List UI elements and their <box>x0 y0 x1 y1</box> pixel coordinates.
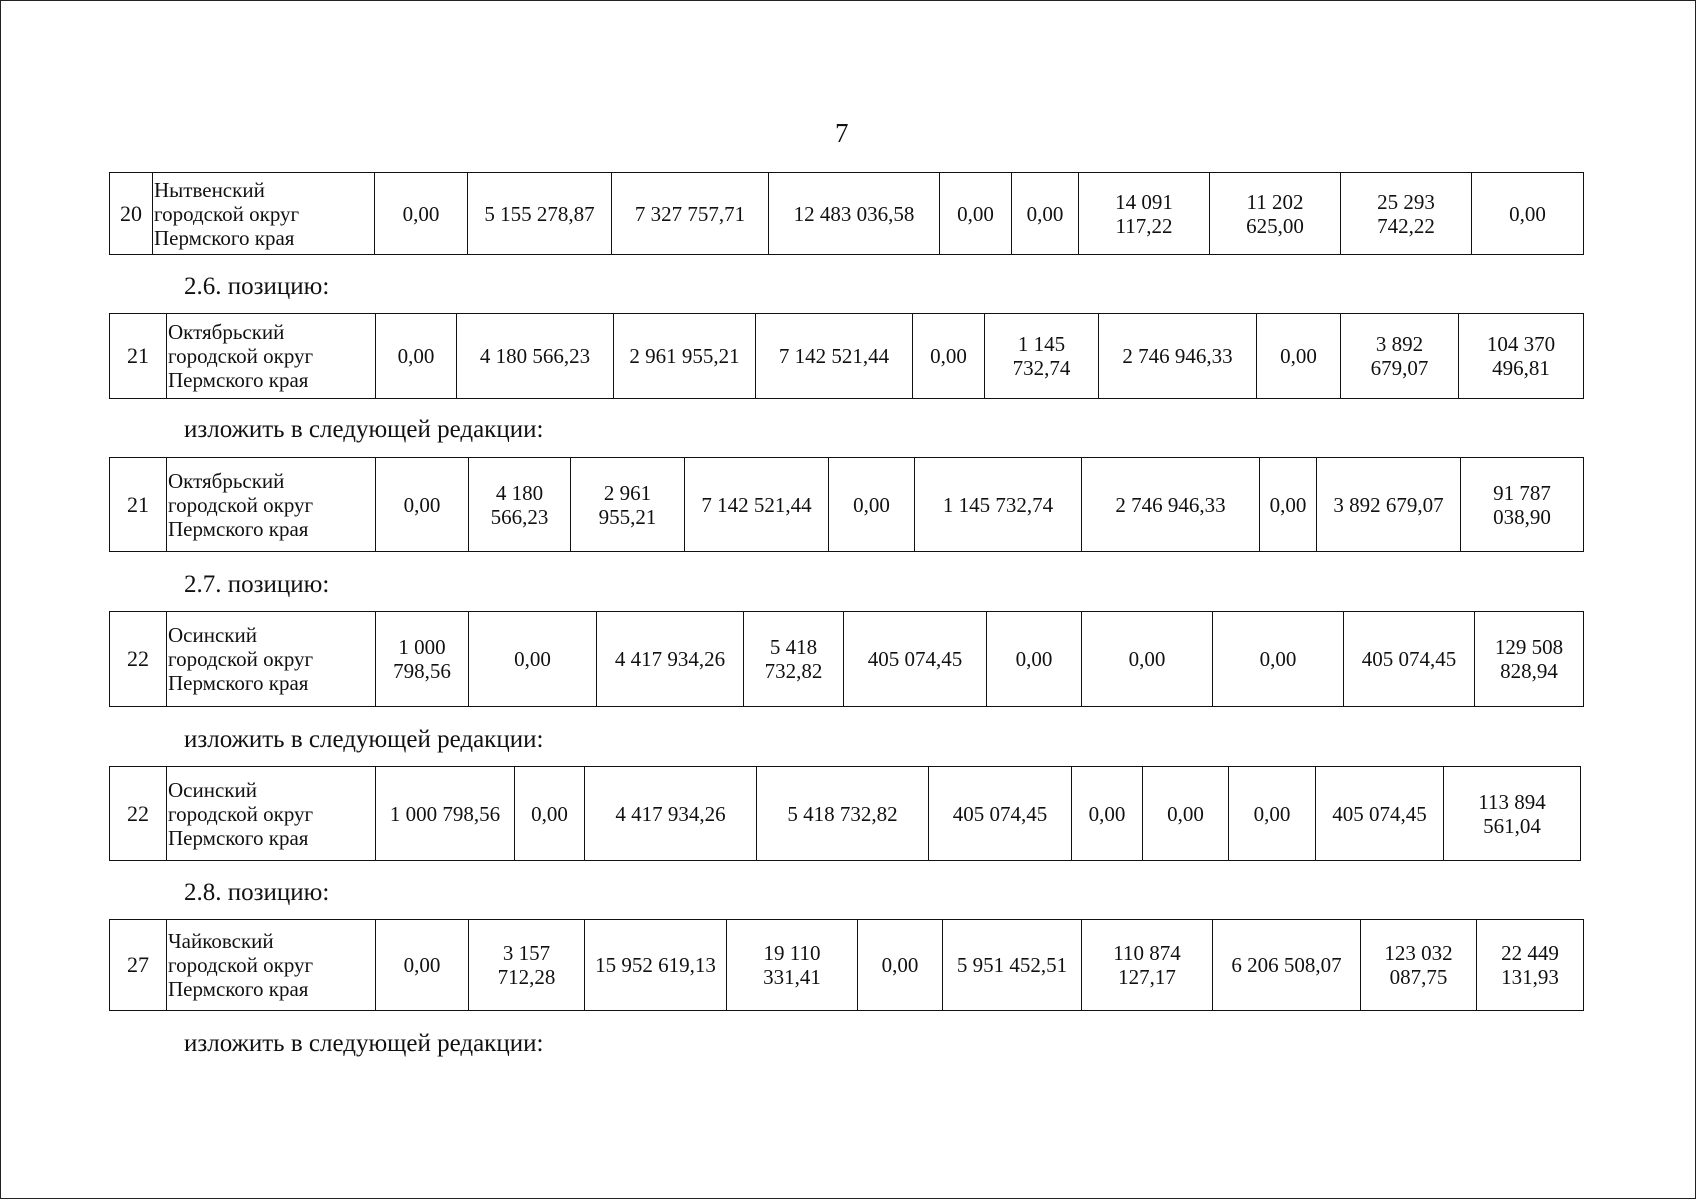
row-number: 22 <box>110 612 167 707</box>
value-cell: 15 952 619,13 <box>585 920 727 1011</box>
value-cell: 123 032 087,75 <box>1361 920 1477 1011</box>
value-cell: 0,00 <box>829 458 915 552</box>
table-row <box>110 612 1584 707</box>
value-cell: 0,00 <box>1213 612 1344 707</box>
value-cell: 0,00 <box>1260 458 1317 552</box>
row-number: 21 <box>110 458 167 552</box>
value-cell: 3 157 712,28 <box>469 920 585 1011</box>
value-cell: 7 327 757,71 <box>612 173 769 255</box>
value-cell: 0,00 <box>1257 314 1341 399</box>
value-cell: 4 180 566,23 <box>457 314 614 399</box>
value-cell: 405 074,45 <box>929 767 1072 861</box>
value-cell: 0,00 <box>940 173 1012 255</box>
data-table <box>109 611 1584 707</box>
value-cell: 22 449 131,93 <box>1477 920 1584 1011</box>
section-heading: 2.6. позицию: <box>184 273 330 300</box>
table-row <box>110 458 1584 552</box>
value-cell: 7 142 521,44 <box>685 458 829 552</box>
table-row <box>110 173 1584 255</box>
value-cell: 4 417 934,26 <box>585 767 757 861</box>
value-cell: 14 091 117,22 <box>1079 173 1210 255</box>
row-number: 20 <box>110 173 153 255</box>
value-cell: 0,00 <box>1072 767 1143 861</box>
value-cell: 0,00 <box>1472 173 1584 255</box>
value-cell: 405 074,45 <box>1316 767 1444 861</box>
value-cell: 3 892 679,07 <box>1341 314 1459 399</box>
value-cell: 4 417 934,26 <box>597 612 744 707</box>
table-row <box>110 767 1581 861</box>
value-cell: 0,00 <box>376 920 469 1011</box>
row-number: 27 <box>110 920 167 1011</box>
section-heading: изложить в следующей редакции: <box>184 726 544 753</box>
section-heading: 2.7. позицию: <box>184 571 330 598</box>
value-cell: 0,00 <box>1012 173 1079 255</box>
municipality-name: Осинский городской округ Пермского края <box>167 767 376 861</box>
value-cell: 113 894 561,04 <box>1444 767 1581 861</box>
value-cell: 7 142 521,44 <box>756 314 913 399</box>
value-cell: 0,00 <box>515 767 585 861</box>
value-cell: 5 418 732,82 <box>744 612 844 707</box>
table-row <box>110 314 1584 399</box>
value-cell: 91 787 038,90 <box>1461 458 1584 552</box>
value-cell: 2 746 946,33 <box>1099 314 1257 399</box>
value-cell: 0,00 <box>1082 612 1213 707</box>
value-cell: 6 206 508,07 <box>1213 920 1361 1011</box>
data-table <box>109 172 1584 255</box>
value-cell: 405 074,45 <box>844 612 987 707</box>
value-cell: 0,00 <box>858 920 943 1011</box>
value-cell: 0,00 <box>376 314 457 399</box>
municipality-name: Чайковский городской округ Пермского края <box>167 920 376 1011</box>
data-table <box>109 766 1581 861</box>
value-cell: 5 951 452,51 <box>943 920 1082 1011</box>
table-row <box>110 920 1584 1011</box>
section-heading: изложить в следующей редакции: <box>184 416 544 443</box>
value-cell: 4 180 566,23 <box>469 458 571 552</box>
section-heading: 2.8. позицию: <box>184 879 330 906</box>
value-cell: 110 874 127,17 <box>1082 920 1213 1011</box>
value-cell: 25 293 742,22 <box>1341 173 1472 255</box>
value-cell: 1 145 732,74 <box>985 314 1099 399</box>
value-cell: 405 074,45 <box>1344 612 1475 707</box>
value-cell: 1 000 798,56 <box>376 767 515 861</box>
municipality-name: Октябрьский городской округ Пермского края <box>167 458 376 552</box>
value-cell: 3 892 679,07 <box>1317 458 1461 552</box>
value-cell: 5 418 732,82 <box>757 767 929 861</box>
value-cell: 2 746 946,33 <box>1082 458 1260 552</box>
value-cell: 2 961 955,21 <box>614 314 756 399</box>
data-table <box>109 457 1584 552</box>
value-cell: 5 155 278,87 <box>468 173 612 255</box>
value-cell: 0,00 <box>1229 767 1316 861</box>
value-cell: 0,00 <box>987 612 1082 707</box>
value-cell: 104 370 496,81 <box>1459 314 1584 399</box>
value-cell: 0,00 <box>375 173 468 255</box>
municipality-name: Осинский городской округ Пермского края <box>167 612 376 707</box>
value-cell: 0,00 <box>376 458 469 552</box>
value-cell: 12 483 036,58 <box>769 173 940 255</box>
data-table <box>109 313 1584 399</box>
value-cell: 11 202 625,00 <box>1210 173 1341 255</box>
value-cell: 0,00 <box>913 314 985 399</box>
municipality-name: Октябрьский городской округ Пермского края <box>167 314 376 399</box>
value-cell: 19 110 331,41 <box>727 920 858 1011</box>
value-cell: 1 000 798,56 <box>376 612 469 707</box>
data-table <box>109 919 1584 1011</box>
value-cell: 0,00 <box>469 612 597 707</box>
row-number: 21 <box>110 314 167 399</box>
municipality-name: Нытвенский городской округ Пермского края <box>153 173 375 255</box>
value-cell: 1 145 732,74 <box>915 458 1082 552</box>
section-heading: изложить в следующей редакции: <box>184 1030 544 1057</box>
value-cell: 0,00 <box>1143 767 1229 861</box>
value-cell: 2 961 955,21 <box>571 458 685 552</box>
page-number: 7 <box>835 118 849 148</box>
value-cell: 129 508 828,94 <box>1475 612 1584 707</box>
row-number: 22 <box>110 767 167 861</box>
